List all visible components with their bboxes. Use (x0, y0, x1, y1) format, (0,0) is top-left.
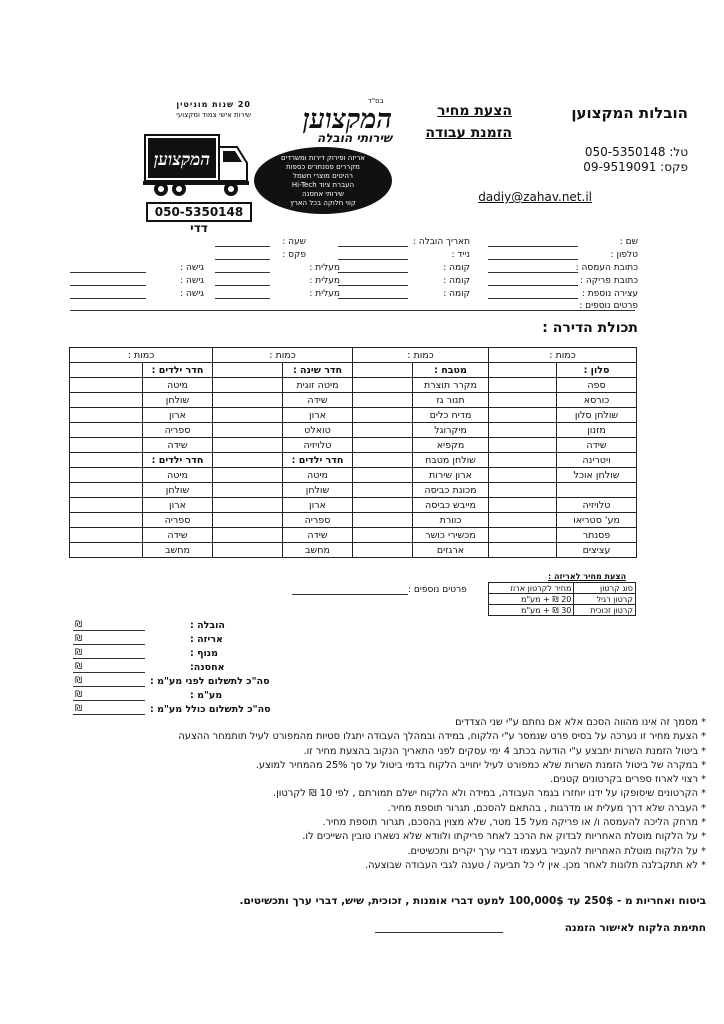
table-row (489, 594, 636, 605)
name-label: שם : (619, 237, 638, 247)
cost-label-storage: אחסנה: (190, 662, 225, 673)
table-row (70, 498, 637, 513)
inventory-qty-cell[interactable] (489, 483, 557, 498)
unload-address-label: כתובת פריקה : (580, 276, 638, 286)
inventory-qty-cell[interactable] (70, 438, 143, 453)
unload-address-field[interactable] (488, 285, 578, 286)
inventory-qty-cell[interactable] (213, 498, 283, 513)
inventory-body (70, 363, 637, 558)
inventory-qty-cell[interactable] (70, 498, 143, 513)
insurance-note: ביטוח ואחריות מ - 250$ עד 100,000$ למעט דברי אומנות , זכוכית, שיש, דברי ערך ותכשיטים. (239, 895, 706, 907)
shekel-sign: ₪ (75, 676, 83, 686)
inventory-item: ארון (283, 498, 353, 513)
inventory-qty-cell[interactable] (489, 363, 557, 378)
inventory-qty-cell[interactable] (353, 543, 413, 558)
extra-elevator-label: מעלית : (309, 289, 340, 299)
table-row (489, 605, 636, 616)
table-row (70, 468, 637, 483)
more-details-label: פרטים נוספים : (579, 301, 638, 311)
inventory-item: עציצים (557, 543, 637, 558)
cost-field-vat[interactable] (73, 700, 145, 701)
inventory-item: מקרר תוצרת (413, 378, 489, 393)
inventory-qty-cell[interactable] (213, 363, 283, 378)
inventory-item: מיטה (143, 378, 213, 393)
inventory-item: חדר ילדים : (143, 453, 213, 468)
inventory-item: שידה (557, 438, 637, 453)
inventory-item: מיקרוגל (413, 423, 489, 438)
cost-field-total[interactable] (73, 714, 145, 715)
company-name: הובלות המקצוען (571, 104, 688, 122)
service-line: אריזה ופירוק דירות ומשרדים (281, 154, 365, 162)
logo-years: 20 שנות מוניטין (176, 100, 251, 109)
extra-elevator-field[interactable] (215, 298, 270, 299)
mobile-field[interactable] (338, 259, 408, 260)
inventory-qty-cell[interactable] (70, 378, 143, 393)
inventory-item: מטבח : (413, 363, 489, 378)
inventory-item: פסנתר (557, 528, 637, 543)
price-header: סוג קרטון (574, 583, 636, 594)
date-field[interactable] (338, 246, 408, 247)
inventory-qty-cell[interactable] (213, 543, 283, 558)
doc-title-order: הזמנת עבודה (425, 125, 512, 141)
inventory-item: טלויזיה (557, 498, 637, 513)
inventory-qty-cell[interactable] (489, 543, 557, 558)
inventory-qty-cell[interactable] (70, 528, 143, 543)
inventory-item: מכשירי כושר (413, 528, 489, 543)
phone-label: טלפון : (610, 250, 638, 260)
unload-elevator-label: מעלית : (309, 276, 340, 286)
inventory-qty-cell[interactable] (70, 363, 143, 378)
inventory-item: חדר ילדים : (283, 453, 353, 468)
inventory-item: שידה (283, 528, 353, 543)
service-line: מקררים פסנתרים כספות (286, 163, 360, 171)
term-item: * על הלקוח מוטלת האחריות לבדוק את הרכב לאחר פריקתו ולוודא שלא נשארו טובין השייכים לו. (302, 831, 706, 843)
table-row (489, 583, 636, 594)
inventory-qty-cell[interactable] (70, 483, 143, 498)
inventory-qty-cell[interactable] (70, 513, 143, 528)
cost-label-total: סה"כ לתשלום כולל מע"מ : (150, 704, 271, 715)
section-title: תכולת הדירה : (542, 320, 638, 336)
logo-name: המקצוען (302, 104, 392, 135)
extra-stop-label: עצירה נוספת : (581, 289, 638, 299)
term-item: * על הלקוח מוטלת האחריות להעביר בעצמו דברי ערך יקרים ותכשיטים. (407, 845, 706, 857)
company-tel: טל: 050-5350148 (584, 145, 688, 159)
inventory-qty-cell[interactable] (213, 423, 283, 438)
inventory-qty-cell[interactable] (70, 543, 143, 558)
inventory-qty-cell[interactable] (489, 378, 557, 393)
cost-label-vat: מע"מ : (190, 690, 223, 701)
inventory-item: מקפיא (413, 438, 489, 453)
inventory-qty-cell[interactable] (353, 423, 413, 438)
company-email[interactable]: dadiy@zahav.net.il (478, 190, 592, 204)
term-item: * במקרה של ביטול הזמנת השרות שלא כמפורט לעיל יחוייב הלקוח בדמי ביטול על סך 25% מהמחיר למוצע. (255, 759, 706, 771)
inventory-qty-cell[interactable] (353, 393, 413, 408)
inventory-qty-cell[interactable] (353, 453, 413, 468)
cost-label-transport: הובלה : (190, 620, 225, 631)
logo-phone-box: 050-5350148 דדי (146, 202, 252, 222)
inventory-item: מזנון (557, 423, 637, 438)
inventory-qty-cell[interactable] (213, 528, 283, 543)
more-details-field[interactable] (70, 310, 635, 311)
inventory-item: ארון (143, 498, 213, 513)
inventory-item (557, 483, 637, 498)
phone-field[interactable] (488, 259, 578, 260)
table-row (70, 513, 637, 528)
inventory-item: מע' סטריאו (557, 513, 637, 528)
inventory-item: שידה (283, 393, 353, 408)
inventory-item: חדר שינה : (283, 363, 353, 378)
load-access-field[interactable] (70, 272, 146, 273)
inventory-qty-cell[interactable] (489, 528, 557, 543)
inventory-item: שולחן (143, 393, 213, 408)
inventory-qty-cell[interactable] (213, 468, 283, 483)
fax-label: פקס : (282, 250, 306, 260)
inventory-item: כורסא (557, 393, 637, 408)
service-line: שירותי אחסנה (302, 190, 344, 198)
load-address-label: כתובת העמסה : (575, 263, 638, 273)
extra-floor-field[interactable] (338, 298, 408, 299)
unload-elevator-field[interactable] (215, 285, 270, 286)
inventory-qty-cell[interactable] (489, 423, 557, 438)
inventory-qty-cell[interactable] (353, 378, 413, 393)
logo-tagline: שירות אישי צמוד ומקצועי (176, 111, 251, 119)
table-row (70, 363, 637, 378)
service-line: קווי חלוקה בכל הארץ (290, 199, 356, 207)
inventory-qty-cell[interactable] (353, 408, 413, 423)
unload-floor-field[interactable] (338, 285, 408, 286)
inventory-item: כוורת (413, 513, 489, 528)
inventory-item: שולחן מטבח (413, 453, 489, 468)
load-address-field[interactable] (488, 272, 578, 273)
service-line: רהיטים מוצרי חשמל (293, 172, 353, 180)
shekel-sign: ₪ (75, 634, 83, 644)
inventory-qty-cell[interactable] (353, 528, 413, 543)
inventory-item: שידה (143, 528, 213, 543)
inventory-item: שולחן (143, 483, 213, 498)
inventory-qty-cell[interactable] (489, 453, 557, 468)
inventory-item: מיטה (283, 468, 353, 483)
inventory-item: ארון (283, 408, 353, 423)
price-header: מחיר לקרטון ארוז (489, 583, 574, 594)
company-fax: פקס: 09-9519091 (583, 160, 688, 174)
carton-type: קרטון רגיל (574, 594, 636, 605)
inventory-item: ארון (143, 408, 213, 423)
table-row (70, 393, 637, 408)
qty-header: כמות : (213, 348, 353, 363)
mobile-label: נייד : (451, 250, 470, 260)
shekel-sign: ₪ (75, 690, 83, 700)
date-label: תאריך הובלה : (412, 237, 470, 247)
signature-field[interactable] (375, 932, 503, 933)
shekel-sign: ₪ (75, 648, 83, 658)
inventory-qty-cell[interactable] (353, 468, 413, 483)
shekel-sign: ₪ (75, 662, 83, 672)
inventory-qty-cell[interactable] (213, 378, 283, 393)
truck-logo-text: המקצוען (153, 150, 211, 170)
term-item: * ביטול הזמנת השרות יתבצע ע"י הודעה בכתב 4 ימי עסקים לפני התאריך הנקוב בהצעת מחיר זו. (303, 745, 706, 757)
qty-header-row (70, 348, 637, 363)
terms-list (46, 716, 706, 873)
qty-header: כמות : (70, 348, 213, 363)
service-line: העברת ציוד Hi-Tech (291, 181, 355, 189)
inventory-item: חדר ילדים : (143, 363, 213, 378)
inventory-qty-cell[interactable] (70, 408, 143, 423)
inventory-qty-cell[interactable] (213, 393, 283, 408)
inventory-item: ארגזים (413, 543, 489, 558)
inventory-qty-cell[interactable] (213, 438, 283, 453)
inventory-qty-cell[interactable] (70, 453, 143, 468)
cost-field-crane[interactable] (73, 658, 145, 659)
term-item: * רצוי לארוז ספרים בקרטונים קטנים. (550, 774, 706, 786)
carton-price: 30 ₪ + מע"מ (489, 605, 574, 616)
inventory-qty-cell[interactable] (489, 393, 557, 408)
inventory-item: שולחן סלון (557, 408, 637, 423)
inventory-qty-cell[interactable] (70, 393, 143, 408)
packing-price-table (488, 582, 636, 616)
term-item: * העברה שלא דרך מעלית או מדרגות , בהתאם להסכם, תגרור תוספת מחיר. (387, 802, 706, 814)
cost-field-transport[interactable] (73, 630, 145, 631)
load-floor-label: קומה : (443, 263, 470, 273)
inventory-item: מכונת כביסה (413, 483, 489, 498)
inventory-item: ספה (557, 378, 637, 393)
cost-field-subtotal[interactable] (73, 686, 145, 687)
inventory-item: תנור גז (413, 393, 489, 408)
inventory-item: מדיח כלים (413, 408, 489, 423)
inventory-item: מחשב (143, 543, 213, 558)
table-row (70, 543, 637, 558)
doc-title-quote: הצעת מחיר (437, 103, 512, 119)
table-row (70, 438, 637, 453)
inventory-qty-cell[interactable] (213, 483, 283, 498)
inventory-item: מחשב (283, 543, 353, 558)
inventory-qty-cell[interactable] (489, 513, 557, 528)
unload-access-field[interactable] (70, 285, 146, 286)
inventory-qty-cell[interactable] (213, 453, 283, 468)
inventory-item: ספריה (143, 423, 213, 438)
inventory-item: טלויזיה (283, 438, 353, 453)
truck-icon (143, 127, 251, 199)
extra-details-field[interactable] (292, 594, 408, 595)
load-floor-field[interactable] (338, 272, 408, 273)
extra-details-label: פרטים נוספים : (408, 585, 467, 595)
services-oval (254, 147, 392, 214)
carton-price: 20 ₪ + מע"מ (489, 594, 574, 605)
inventory-qty-cell[interactable] (213, 513, 283, 528)
logo-subtitle: שירותי הובלה (317, 131, 392, 145)
packing-price-title: הצעת מחיר לאריזה : (548, 572, 627, 581)
carton-type: קרטון זכוכית (574, 605, 636, 616)
qty-header: כמות : (489, 348, 637, 363)
logo-besiyata: בס"ד (368, 97, 384, 105)
shekel-sign: ₪ (75, 620, 83, 630)
table-row (70, 378, 637, 393)
inventory-qty-cell[interactable] (70, 423, 143, 438)
extra-floor-label: קומה : (443, 289, 470, 299)
load-access-label: גישה : (180, 263, 204, 273)
cost-label-packing: אריזה : (190, 634, 223, 645)
inventory-qty-cell[interactable] (489, 438, 557, 453)
inventory-item: ויטרינה (557, 453, 637, 468)
inventory-item: מיטה זוגית (283, 378, 353, 393)
time-field[interactable] (215, 246, 270, 247)
unload-access-label: גישה : (180, 276, 204, 286)
inventory-qty-cell[interactable] (353, 438, 413, 453)
cost-label-crane: מנוף : (190, 648, 218, 659)
inventory-item: טואלט (283, 423, 353, 438)
table-row (70, 408, 637, 423)
inventory-item: שולחן אוכל (557, 468, 637, 483)
load-elevator-label: מעלית : (309, 263, 340, 273)
table-row (70, 453, 637, 468)
inventory-qty-cell[interactable] (489, 408, 557, 423)
inventory-item: שידה (143, 438, 213, 453)
inventory-item: ארון שירות (413, 468, 489, 483)
inventory-qty-cell[interactable] (353, 513, 413, 528)
cost-label-subtotal: סה"כ לתשלום לפני מע"מ : (150, 676, 270, 687)
inventory-qty-cell[interactable] (353, 483, 413, 498)
cost-field-storage[interactable] (73, 672, 145, 673)
qty-header: כמות : (353, 348, 489, 363)
fax-field[interactable] (215, 259, 270, 260)
cost-field-packing[interactable] (73, 644, 145, 645)
extra-access-label: גישה : (180, 289, 204, 299)
inventory-qty-cell[interactable] (353, 363, 413, 378)
term-item: * מסמך זה אינו מהווה הסכם אלא אם נחתם ע"י שני הצדדים (455, 717, 706, 728)
term-item: * מרחק הליכה להעמסה ו/ או פריקה מעל 15 מטר, שלא מצוין בהסכם, תגרור תוספת מחיר. (322, 817, 706, 829)
inventory-item: ספריה (143, 513, 213, 528)
inventory-qty-cell[interactable] (353, 498, 413, 513)
inventory-item: ספריה (283, 513, 353, 528)
extra-stop-field[interactable] (488, 298, 578, 299)
inventory-qty-cell[interactable] (489, 498, 557, 513)
table-row (70, 423, 637, 438)
inventory-item: מייבש כביסה (413, 498, 489, 513)
inventory-table (69, 347, 637, 558)
shekel-sign: ₪ (75, 704, 83, 714)
unload-floor-label: קומה : (443, 276, 470, 286)
term-item: * לא תתקבלנה תלונות לאחר מכן. אין לי כל תביעה / טענה לגבי העבודה שבוצעה. (364, 859, 706, 871)
extra-access-field[interactable] (70, 298, 146, 299)
name-field[interactable] (488, 246, 578, 247)
load-elevator-field[interactable] (215, 272, 270, 273)
table-row (70, 483, 637, 498)
inventory-item: שולחן (283, 483, 353, 498)
inventory-qty-cell[interactable] (489, 468, 557, 483)
inventory-qty-cell[interactable] (213, 408, 283, 423)
term-item: * הקרטונים שיסופקו על ידנו יוחזרו בגמר העבודה, במידה ולא הלקוח ישלם תמורתם , לפי 10 ₪ לקרטון. (272, 788, 706, 800)
table-row (70, 528, 637, 543)
signature-label: חתימת הלקוח לאישור הזמנה (564, 922, 706, 934)
inventory-qty-cell[interactable] (70, 468, 143, 483)
inventory-item: מיטה (143, 468, 213, 483)
time-label: שעה : (282, 237, 306, 247)
inventory-item: סלון : (557, 363, 637, 378)
term-item: * הצעת מחיר זו נערכה על בסיס פרט שנמסר ע"י הלקוח, במידה ובמהלך העבודה יתגלו סטיות מהמפורט לעיל תותמחר ההצעה (178, 731, 706, 743)
